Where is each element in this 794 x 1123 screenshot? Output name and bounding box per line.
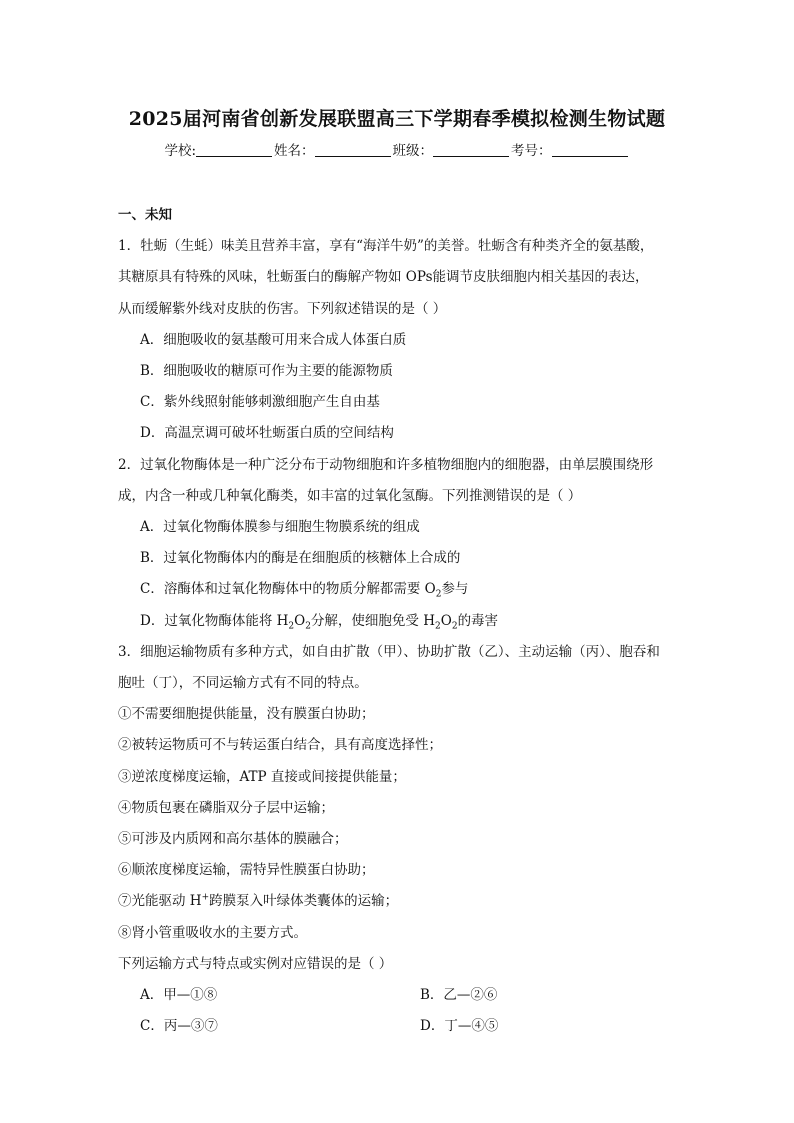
class-blank[interactable] [433,142,509,157]
question-3-option-c: C．丙—③⑦ [140,1018,218,1035]
option-text: O [294,612,306,629]
feature-item: ①不需要细胞提供能量，没有膜蛋白协助； [118,706,375,723]
question-1-line: 从而缓解紫外线对皮肤的伤害。下列叙述错误的是（ ） [118,300,447,317]
subscript: 2 [435,621,441,632]
feature-item: ⑥顺浓度梯度运输，需特异性膜蛋白协助； [118,862,375,879]
question-1 [118,231,678,449]
subscript: 2 [288,621,295,632]
superscript: + [201,892,210,903]
question-3-line: 3．细胞运输物质有多种方式，如自由扩散（甲）、协助扩散（乙）、主动运输（丙）、胞吞和 [118,643,660,660]
item-text: 跨膜泵入叶绿体类囊体的运输； [209,893,399,910]
item-text: ⑦光能驱动 H [118,893,202,910]
name-label: 姓名： [274,143,315,159]
question-2-option-c [118,574,678,605]
feature-item: ②被转运物质可不与转运蛋白结合，具有高度选择性； [118,737,442,754]
question-1-option-b: B．细胞吸收的糖原可作为主要的能源物质 [140,363,393,380]
question-3-line: 胞吐（丁），不同运输方式有不同的特点。 [118,675,368,692]
feature-item: ⑤可涉及内质网和高尔基体的膜融合； [118,831,348,848]
question-1-option-a: A．细胞吸收的氨基酸可用来合成人体蛋白质 [140,331,407,348]
option-text: 分解，使细胞免受 H [310,612,436,629]
question-3-option-a: A．甲—①⑧ [140,987,218,1004]
option-text: O [440,612,452,629]
question-1-option-d: D．高温烹调可破坏牡蛎蛋白质的空间结构 [140,425,394,442]
option-text: 的毒害 [457,612,499,629]
question-2-line: 2．过氧化物酶体是一种广泛分布于动物细胞和许多植物细胞内的细胞器，由单层膜围绕形 [118,456,654,473]
question-2-option-b: B．过氧化物酶体内的酶是在细胞质的核糖体上合成的 [140,550,461,567]
option-text: D．过氧化物酶体能将 H [140,612,289,629]
school-label: 学校: [164,143,197,159]
option-text: 参与 [441,581,469,598]
school-blank[interactable] [196,142,272,157]
question-3-option-d: D．丁—④⑤ [420,1018,499,1035]
question-2-option-d [118,606,678,637]
question-1-option-c: C．紫外线照射能够刺激细胞产生自由基 [140,394,380,411]
feature-item: ⑧肾小管重吸收水的主要方式。 [118,924,307,941]
question-2 [118,450,678,637]
question-2-option-a: A．过氧化物酶体膜参与细胞生物膜系统的组成 [140,519,420,536]
question-1-line: 1．牡蛎（生蚝）味美且营养丰富，享有“海洋牛奶”的美誉。牡蛎含有种类齐全的氨基酸， [118,238,654,255]
subscript: 2 [451,621,458,632]
question-3-options-row [118,980,678,1011]
subscript: 2 [305,621,311,632]
subscript: 2 [435,590,442,601]
page-title: 2025届河南省创新发展联盟高三下学期春季模拟检测生物试题 [128,108,666,130]
student-info-line [0,139,794,159]
question-3-option-b: B．乙—②⑥ [420,987,498,1004]
option-text: C．溶酶体和过氧化物酶体中的物质分解都需要 O [140,581,436,598]
question-content [118,200,678,1042]
question-3 [118,637,678,1043]
question-3-options-row [118,1011,678,1042]
feature-item [118,886,678,917]
question-2-line: 成，内含一种或几种氧化酶类，如丰富的过氧化氢酶。下列推测错误的是（ ） [118,487,582,504]
number-blank[interactable] [552,142,628,157]
feature-item: ④物质包裹在磷脂双分子层中运输； [118,799,334,816]
class-label: 班级： [392,143,434,159]
question-3-ask: 下列运输方式与特点或实例对应错误的是（ ） [118,955,393,972]
feature-item: ③逆浓度梯度运输，ATP 直接或间接提供能量； [118,768,406,785]
name-blank[interactable] [315,142,391,157]
section-heading: 一、未知 [118,207,172,223]
number-label: 考号： [511,143,552,159]
question-1-line: 其糖原具有特殊的风味，牡蛎蛋白的酶解产物如 OPs能调节皮肤细胞内相关基因的表达， [118,269,649,286]
